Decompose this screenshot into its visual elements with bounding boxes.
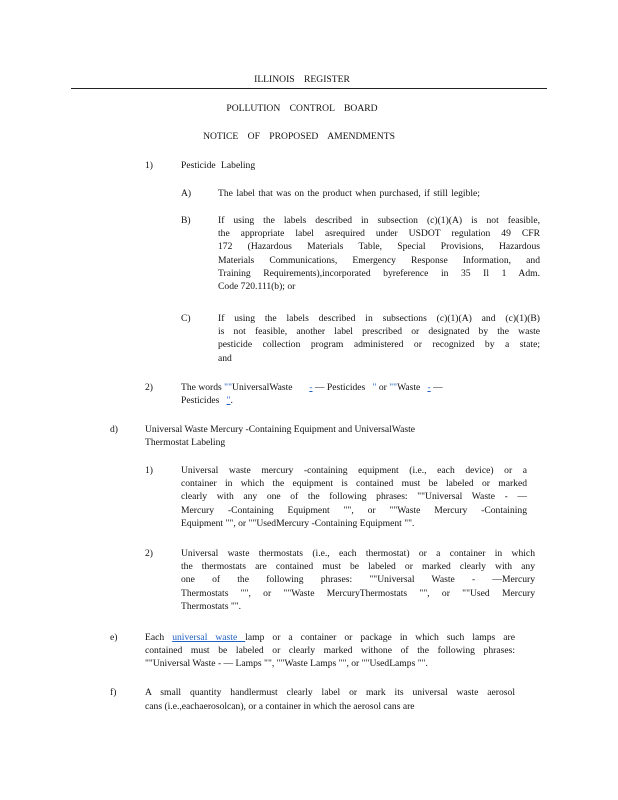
section-e-label: e) — [110, 632, 118, 643]
section-e-line2: contained must be labeled or clearly marked withone of the following phrases: — [145, 645, 515, 656]
header-rule — [71, 88, 547, 89]
item1-b-line: If using the labels described in subsection (c)(1)(A) is not feasible, — [218, 215, 540, 226]
d1-line: Mercury -Containing Equipment "", or ""Waste Mercury -Containing — [181, 504, 527, 516]
section-e-line3: ""Universal Waste - — Lamps "", ""Waste Lamps "", or ""UsedLamps "". — [145, 658, 428, 669]
d1-number: 1) — [145, 465, 153, 476]
item2-end: . — [230, 395, 233, 406]
item1-b-line: 172 (Hazardous Materials Table, Special Provisions, Hazardous — [218, 241, 540, 253]
d1-line: Equipment "", or ""UsedMercury -Containing Equipment "". — [181, 517, 415, 529]
d2-line: the thermostats are contained must be labeled or marked clearly with any — [181, 561, 535, 573]
item1-b-line: the appropriate label asrequired under USDOT regulation 49 CFR — [218, 228, 540, 240]
section-d-title-2: Thermostat Labeling — [145, 437, 226, 448]
d2-text — [181, 547, 535, 613]
item2-word: Pesticides — [181, 395, 220, 406]
e-pre: Each — [145, 632, 173, 643]
section-f-label: f) — [110, 687, 117, 698]
d2-line: Thermostats "". — [181, 600, 242, 612]
dash-mark: - — [309, 382, 313, 393]
item2-word: UniversalWaste — [232, 382, 293, 393]
item1-b-line: Materials Communications, Emergency Response Information, and — [218, 254, 540, 266]
item1-c-line: is not feasible, another label prescribed or designated by the waste — [218, 326, 540, 338]
dash-mark: - — [427, 382, 431, 393]
quote-mark: "" — [389, 382, 398, 393]
quote-mark: " — [372, 382, 377, 393]
item2-word: — Pesticides — [314, 382, 366, 393]
universal-waste-link[interactable]: universal waste — [172, 632, 246, 643]
item1-title: Pesticide Labeling — [181, 160, 256, 171]
section-e-line1 — [145, 631, 515, 644]
item2-line2 — [181, 394, 233, 407]
notice-title: NOTICE OF PROPOSED AMENDMENTS — [203, 131, 395, 142]
item1-b-label: B) — [181, 215, 191, 226]
item2-word: Waste — [397, 382, 421, 393]
item1-c-label: C) — [181, 313, 191, 324]
item2-line1 — [181, 381, 443, 394]
item1-c-line: If using the labels described in subsections (c)(1)(A) and (c)(1)(B) — [218, 313, 540, 324]
item1-b-line: Training Requirements),incorporated byreference in 35 Il 1 Adm. — [218, 267, 540, 279]
d1-line: container in which the equipment is contained must be labeled or marked — [181, 478, 527, 490]
item1-a-label: A) — [181, 188, 192, 199]
section-f-line2: cans (i.e.,eachaerosolcan), or a container in which the aerosol cans are — [145, 701, 415, 712]
item1-c-text — [218, 312, 540, 365]
d2-number: 2) — [145, 548, 153, 559]
d1-line: Universal waste mercury -containing equipment (i.e., each device) or a — [181, 465, 527, 476]
item1-c-line: and — [218, 352, 232, 364]
item2-or: or — [376, 382, 390, 393]
d2-line: Thermostats "", or ""Waste MercuryThermostats "", or ""Used Mercury — [181, 587, 535, 599]
e-rest: lamp or a container or package in which such lamps are — [245, 632, 515, 643]
item1-b-line: Code 720.111(b); or — [218, 281, 296, 293]
d1-line: clearly with any one of the following phrases: ""Universal Waste - — — [181, 491, 527, 503]
d2-line: Universal waste thermostats (i.e., each thermostat) or a container in which — [181, 548, 535, 559]
item2-pre: The words — [181, 382, 225, 393]
board-name: POLLUTION CONTROL BOARD — [226, 103, 378, 114]
item2-number: 2) — [145, 382, 153, 393]
item1-b-text — [218, 214, 540, 293]
quote-mark: "" — [224, 382, 233, 393]
item1-c-line: pesticide collection program administered or recognized by a state; — [218, 339, 540, 351]
item2-word: — — [433, 382, 443, 393]
d2-line: one of the following phrases: ""Universal Waste - —Mercury — [181, 574, 535, 586]
register-header: ILLINOIS REGISTER — [254, 74, 350, 85]
section-f-line1: A small quantity handlermust clearly label or mark its universal waste aerosol — [145, 687, 515, 698]
item1-number: 1) — [145, 160, 153, 171]
item1-a-text: The label that was on the product when purchased, if still legible; — [218, 188, 480, 199]
section-d-title: Universal Waste Mercury -Containing Equipment and UniversalWaste — [145, 424, 416, 435]
d1-text — [181, 464, 527, 530]
section-d-label: d) — [110, 424, 118, 435]
quote-mark: " — [226, 395, 231, 406]
